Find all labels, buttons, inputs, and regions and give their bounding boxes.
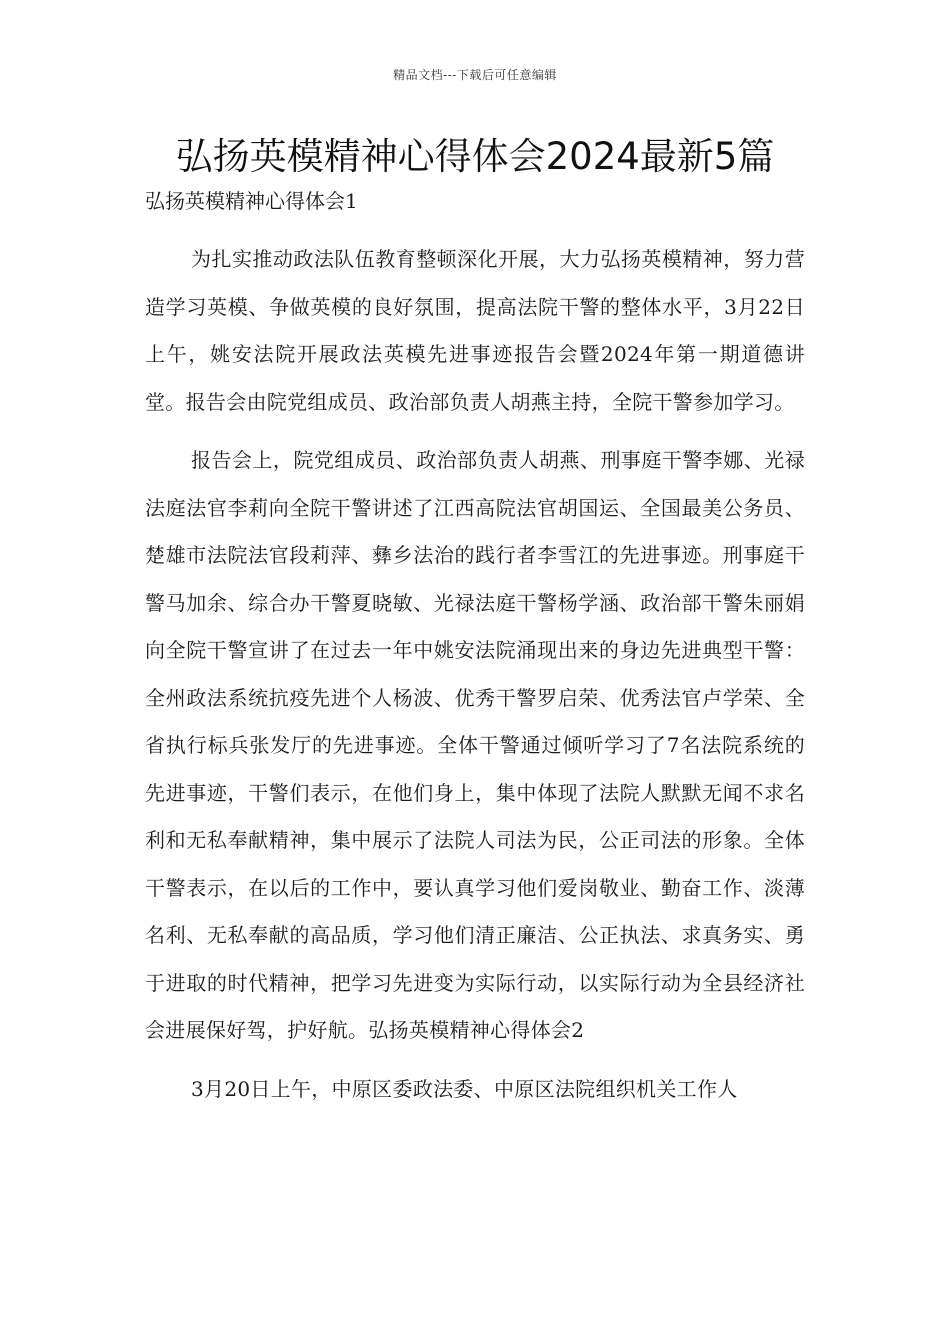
document-title: 弘扬英模精神心得体会2024最新5篇 bbox=[175, 135, 775, 178]
document-body bbox=[145, 186, 805, 1124]
section-heading: 弘扬英模精神心得体会1 bbox=[145, 189, 358, 213]
paragraph-3: 3月20日上午，中原区委政法委、中原区法院组织机关工作人 bbox=[191, 1076, 738, 1101]
page-header: 精品文档---下载后可任意编辑 bbox=[393, 68, 557, 82]
paragraph-1: 为扎实推动政法队伍教育整顿深化开展，大力弘扬英模精神，努力营造学习英模、争做英模的良好氛围，提高法院干警的整体水平，3月22日上午，姚安法院开展政法英模先进事迹报告会暨2024年第一期道德讲堂。报告会由院党组成员、政治部负责人胡燕主持，全院干警参加学习。 bbox=[145, 247, 805, 414]
paragraph-2: 报告会上，院党组成员、政治部负责人胡燕、刑事庭干警李娜、光禄法庭法官李莉向全院干警讲述了江西高院法官胡国运、全国最美公务员、楚雄市法院法官段莉萍、彝乡法治的践行者李雪江的先进事迹。刑事庭干警马加余、综合办干警夏晓敏、光禄法庭干警杨学涵、政治部干警朱丽娟向全院干警宣讲了在过去一年中姚安法院涌现出来的身边先进典型干警：全州政法系统抗疫先进个人杨波、优秀干警罗启荣、优秀法官卢学荣、全省执行标兵张发厅的先进事迹。全体干警通过倾听学习了7名法院系统的先进事迹，干警们表示，在他们身上，集中体现了法院人默默无闻不求名利和无私奉献精神，集中展示了法院人司法为民，公正司法的形象。全体干警表示，在以后的工作中，要认真学习他们爱岗敬业、勤奋工作、淡薄名利、无私奉献的高品质，学习他们清正廉洁、公正执法、求真务实、勇于进取的时代精神，把学习先进变为实际行动，以实际行动为全县经济社会进展保好驾，护好航。弘扬英模精神心得体会2 bbox=[145, 448, 805, 1042]
